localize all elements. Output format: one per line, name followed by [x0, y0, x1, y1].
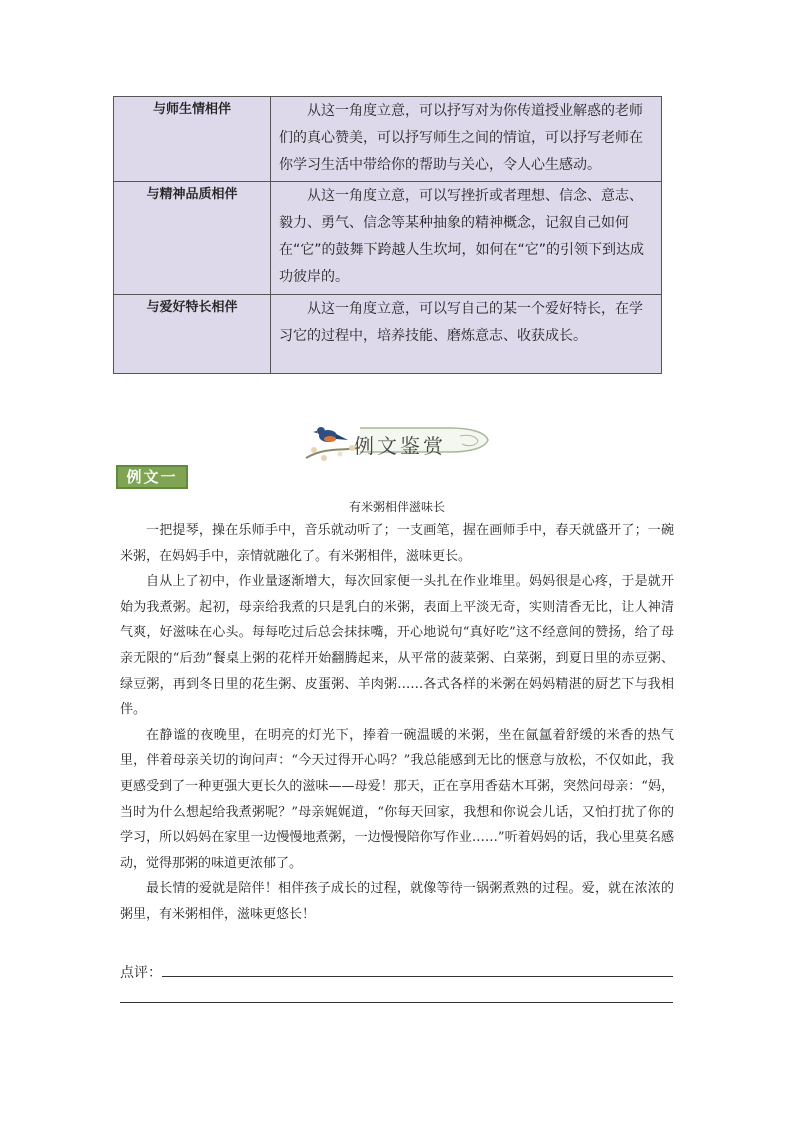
essay-body: [120, 518, 674, 928]
essay-paragraph: 自从上了初中，作业量逐渐增大，每次回家便一头扎在作业堆里。妈妈很是心疼，于是就开始为我煮粥。起初，母亲给我煮的只是乳白的米粥，表面上平淡无奇，实则清香无比，让人神清气爽，好滋味在心头。每每吃过后总会抹抹嘴，开心地说句“真好吃”这不经意间的赞扬，给了母亲无限的“后劲”餐桌上粥的花样开始翻腾起来，从平常的菠菜粥、白菜粥，到夏日里的赤豆粥、绿豆粥，再到冬日里的花生粥、皮蛋粥、羊肉粥……各式各样的米粥在妈妈精湛的厨艺下与我相伴。: [120, 574, 674, 718]
row-content: 从这一角度立意，可以写挫折或者理想、信念、意志、毅力、勇气、信念等某种抽象的精神概念，记叙自己如何在“它”的鼓舞下跨越人生坎坷，如何在“它”的引领下到达成功彼岸的。: [271, 182, 662, 295]
comment-label: 点评：: [120, 965, 162, 981]
comment-line[interactable]: [162, 976, 673, 977]
row-label: 与师生情相伴: [114, 97, 271, 182]
essay-paragraph: 最长情的爱就是陪伴！相伴孩子成长的过程，就像等待一锅粥煮熟的过程。爱，就在浓浓的粥里，有米粥相伴，滋味更悠长！: [120, 881, 674, 922]
table-row: [114, 182, 662, 295]
example-tag: 例文一: [116, 465, 188, 489]
row-label: 与精神品质相伴: [114, 182, 271, 295]
essay-title: 有米粥相伴滋味长: [348, 500, 445, 514]
section-title: 例文鉴赏: [354, 434, 446, 458]
row-label: 与爱好特长相伴: [114, 295, 271, 374]
essay-paragraph: 一把提琴，操在乐师手中，音乐就动听了；一支画笔，握在画师手中，春天就盛开了；一碗米粥，在妈妈手中，亲情就融化了。有米粥相伴，滋味更长。: [120, 523, 674, 564]
table-row: [114, 97, 662, 182]
theme-table: [113, 96, 662, 374]
table-row: [114, 295, 662, 374]
comment-line[interactable]: [120, 1002, 673, 1003]
row-content: 从这一角度立意，可以写自己的某一个爱好特长，在学习它的过程中，培养技能、磨炼意志、收获成长。: [271, 295, 662, 374]
row-content: 从这一角度立意，可以抒写对为你传道授业解惑的老师们的真心赞美，可以抒写师生之间的情谊，可以抒写老师在你学习生活中带给你的帮助与关心，令人心生感动。: [271, 97, 662, 182]
essay-paragraph: 在静谧的夜晚里，在明亮的灯光下，捧着一碗温暖的米粥，坐在氤氲着舒缓的米香的热气里，伴着母亲关切的询问声：“今天过得开心吗？”我总能感到无比的惬意与放松，不仅如此，我更感受到了一种更强大更长久的滋味——母爱！那天，正在享用香菇木耳粥，突然问母亲：“妈，当时为什么想起给我煮粥呢？”母亲娓娓道，“你每天回家，我想和你说会儿话，又怕打扰了你的学习，所以妈妈在家里一边慢慢地煮粥，一边慢慢陪你写作业……”听着妈妈的话，我心里莫名感动，觉得那粥的味道更浓郁了。: [120, 727, 674, 871]
